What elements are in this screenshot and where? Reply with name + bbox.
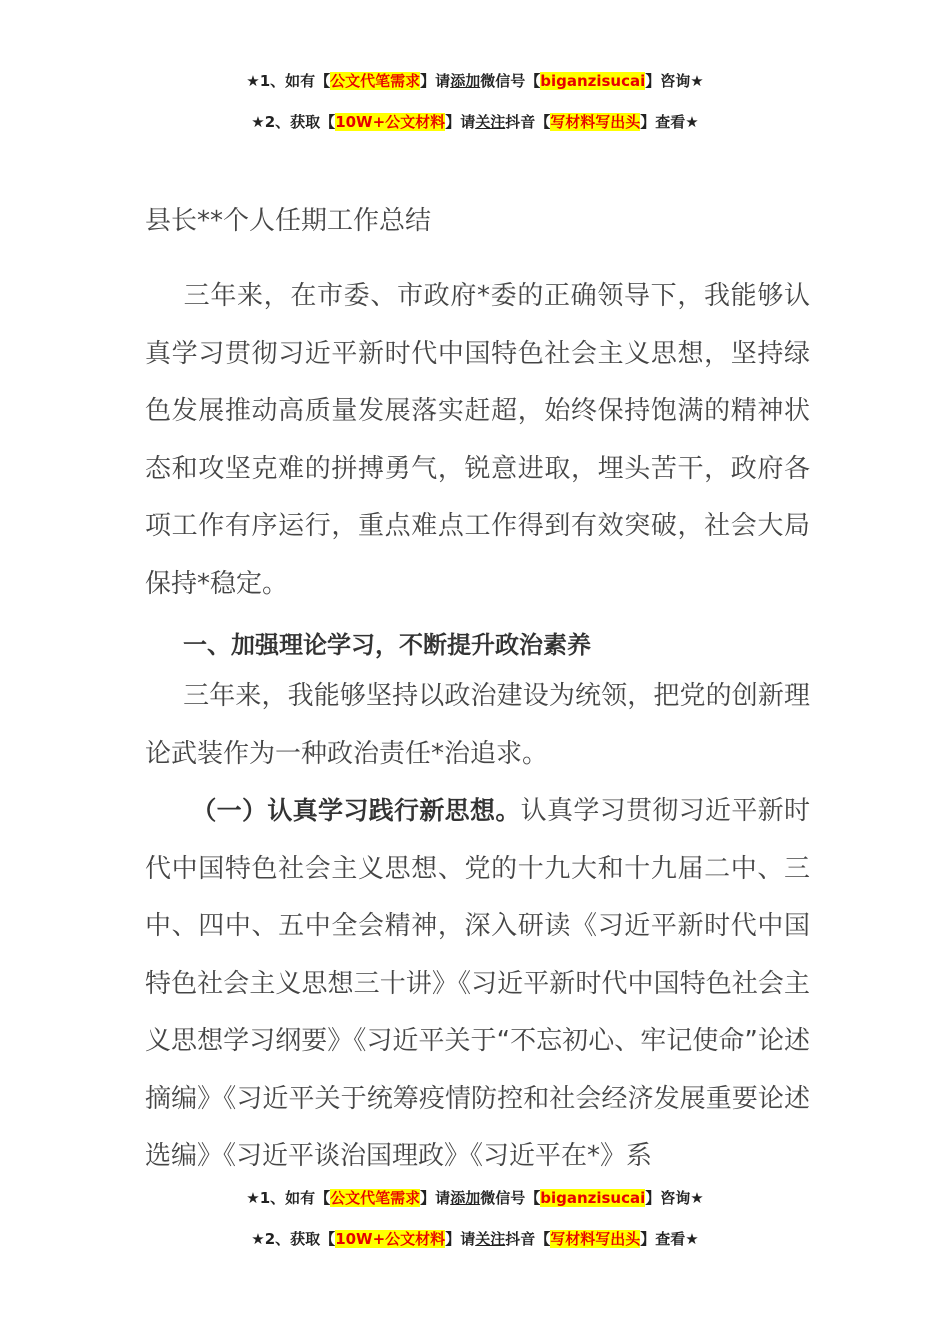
- section-1-paragraph: 三年来，我能够坚持以政治建设为统领，把党的创新理论武装作为一种政治责任*治追求。: [145, 681, 810, 769]
- douyin-id-highlight: 写材料写出头: [550, 113, 641, 131]
- wechat-id-highlight: biganzisucai: [540, 72, 646, 90]
- promo-line-2-bottom: ★2、获取【10W+公文材料】请关注抖音【写材料写出头】查看★: [251, 1230, 699, 1248]
- promo-highlight: 公文代笔需求: [330, 72, 421, 90]
- document-title: 县长**个人任期工作总结: [145, 206, 432, 236]
- subsection-1-lead: （一）认真学习践行新思想。: [191, 796, 521, 825]
- promo-highlight: 10W+公文材料: [335, 1230, 446, 1248]
- promo-line-1-bottom: ★1、如有【公文代笔需求】请添加微信号【biganzisucai】咨询★: [246, 1189, 704, 1207]
- wechat-id-highlight: biganzisucai: [540, 1189, 646, 1207]
- promo-highlight: 公文代笔需求: [330, 1189, 421, 1207]
- promo-line-2-top: ★2、获取【10W+公文材料】请关注抖音【写材料写出头】查看★: [251, 113, 699, 131]
- intro-paragraph: 三年来，在市委、市政府*委的正确领导下，我能够认真学习贯彻习近平新时代中国特色社会主义思想，坚持绿色发展推动高质量发展落实赶超，始终保持饱满的精神状态和攻坚克难的拼搏勇气，锐意进取，埋头苦干，政府各项工作有序运行，重点难点工作得到有效突破，社会大局保持*稳定。: [145, 281, 810, 599]
- promo-highlight: 10W+公文材料: [335, 113, 446, 131]
- section-heading-1: 一、加强理论学习，不断提升政治素养: [183, 631, 591, 659]
- promo-line-1-top: ★1、如有【公文代笔需求】请添加微信号【biganzisucai】咨询★: [246, 72, 704, 90]
- douyin-id-highlight: 写材料写出头: [550, 1230, 641, 1248]
- subsection-1-paragraph: （一）认真学习践行新思想。认真学习贯彻习近平新时代中国特色社会主义思想、党的十九大和十九届二中、三中、四中、五中全会精神，深入研读《习近平新时代中国特色社会主义思想三十讲》《习近平新时代中国特色社会主义思想学习纲要》《习近平关于“不忘初心、牢记使命”论述摘编》《习近平关于统筹疫情防控和社会经济发展重要论述选编》《习近平谈治国理政》《习近平在*》系: [145, 796, 810, 1171]
